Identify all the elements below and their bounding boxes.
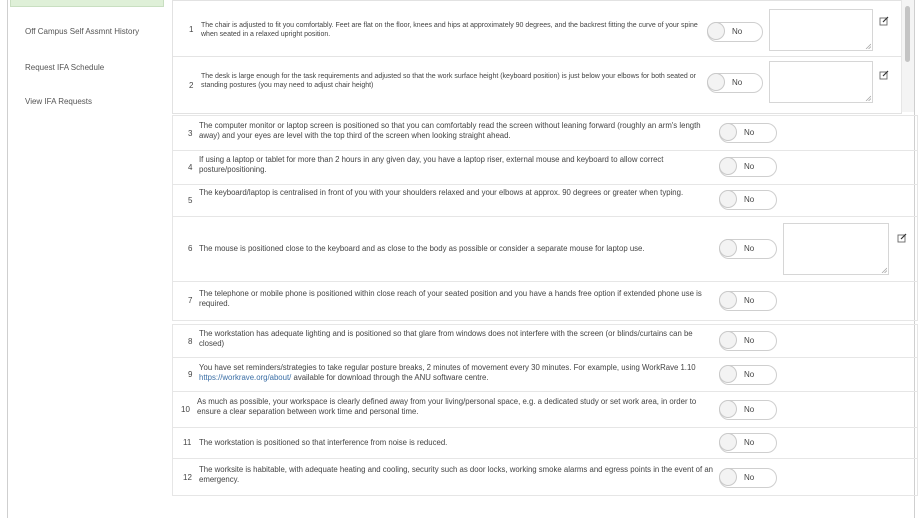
answer-toggle[interactable] [719, 331, 777, 351]
scrollbar-thumb[interactable] [905, 6, 910, 62]
answer-toggle[interactable] [719, 239, 777, 259]
sidebar-item-request-ifa-schedule[interactable]: Request IFA Schedule [25, 63, 105, 72]
resize-grip-icon[interactable] [865, 43, 871, 49]
question-text: The chair is adjusted to fit you comfortably. Feet are flat on the floor, knees and hips at approximately 90 degrees, and the backrest fitting the curve of your spine when seated in a relaxed upright position. [201, 22, 698, 38]
question-number: 2 [189, 81, 194, 90]
answer-toggle[interactable] [719, 365, 777, 385]
question-text: The workstation has adequate lighting and is positioned so that glare from windows does not interfere with the screen (or blinds/curtains can be closed) [199, 329, 693, 348]
toggle-knob [719, 365, 737, 383]
toggle-knob [707, 22, 725, 40]
edit-icon[interactable] [897, 233, 907, 243]
toggle-label: No [744, 405, 755, 414]
question-number: 12 [183, 473, 192, 482]
question-text: The mouse is positioned close to the keyboard and as close to the body as possible or consider a separate mouse for laptop use. [199, 244, 645, 253]
toggle-label: No [744, 244, 755, 253]
answer-toggle[interactable] [719, 190, 777, 210]
question-row-12 [172, 458, 918, 496]
edit-icon[interactable] [879, 16, 889, 26]
toggle-knob [707, 73, 725, 91]
answer-toggle[interactable] [707, 22, 763, 42]
question-row-5 [172, 184, 918, 217]
question-row-4 [172, 150, 918, 185]
answer-toggle[interactable] [719, 468, 777, 488]
toggle-label: No [744, 370, 755, 379]
question-text: The telephone or mobile phone is positioned within close reach of your seated position and you have a hands free option if extended phone use is required. [199, 289, 702, 308]
question-row-2 [173, 57, 901, 112]
question-number: 10 [181, 405, 190, 414]
answer-toggle[interactable] [719, 157, 777, 177]
question-number: 7 [188, 296, 193, 305]
answer-toggle[interactable] [707, 73, 763, 93]
toggle-knob [719, 291, 737, 309]
resize-grip-icon[interactable] [881, 267, 887, 273]
toggle-knob [719, 123, 737, 141]
question-row-1 [173, 1, 901, 57]
answer-toggle[interactable] [719, 291, 777, 311]
answer-toggle[interactable] [719, 123, 777, 143]
toggle-knob [719, 433, 737, 451]
question-text: The worksite is habitable, with adequate heating and cooling, security such as door locks, working smoke alarms and egress points in the event of an emergency. [199, 465, 714, 484]
sidebar [8, 0, 163, 518]
sidebar-item-view-ifa-requests[interactable]: View IFA Requests [25, 97, 92, 106]
question-number: 5 [188, 196, 193, 205]
toggle-knob [719, 468, 737, 486]
question-row-10 [172, 391, 918, 428]
toggle-knob [719, 239, 737, 257]
toggle-label: No [744, 128, 755, 137]
toggle-label: No [744, 336, 755, 345]
question-text: If using a laptop or tablet for more than 2 hours in any given day, you have a laptop riser, external mouse and keyboard to allow correct posture/positioning. [199, 155, 664, 174]
toggle-label: No [744, 296, 755, 305]
comment-textarea[interactable] [783, 223, 889, 275]
question-number: 6 [188, 244, 193, 253]
question-text: The keyboard/laptop is centralised in front of you with your shoulders relaxed and your elbows at approx. 90 degrees or greater when typing. [199, 188, 684, 197]
comment-textarea[interactable] [769, 9, 873, 51]
question-number: 11 [183, 438, 192, 447]
question-row-3 [172, 115, 918, 151]
toggle-knob [719, 190, 737, 208]
question-number: 8 [188, 337, 193, 346]
toggle-knob [719, 157, 737, 175]
answer-toggle[interactable] [719, 433, 777, 453]
question-text: The workstation is positioned so that interference from noise is reduced. [199, 438, 448, 447]
toggle-label: No [744, 162, 755, 171]
resize-grip-icon[interactable] [865, 95, 871, 101]
question-number: 3 [188, 129, 193, 138]
questions-scroll-panel [172, 0, 902, 114]
scrollbar[interactable] [901, 0, 914, 112]
edit-icon[interactable] [879, 70, 889, 80]
question-row-9 [172, 357, 918, 392]
answer-toggle[interactable] [719, 400, 777, 420]
toggle-label: No [732, 78, 743, 87]
assessment-form [172, 0, 918, 518]
toggle-label: No [744, 438, 755, 447]
question-number: 9 [188, 370, 193, 379]
toggle-knob [719, 400, 737, 418]
sidebar-item-off-campus-history[interactable]: Off Campus Self Assmnt History [25, 27, 140, 36]
question-text-part: available for download through the ANU software centre. [291, 373, 489, 382]
sidebar-active-item[interactable] [10, 0, 164, 7]
question-row-7 [172, 281, 918, 321]
question-text-part: You have set reminders/strategies to take regular posture breaks, 2 minutes of movement every 30 minutes. For example, using WorkRave 1.10 [199, 363, 696, 372]
toggle-label: No [744, 473, 755, 482]
question-text: The computer monitor or laptop screen is positioned so that you can comfortably read the screen without leaning forward (roughly an arm's length away) and your eyes are level with the top third of the screen when looking straight ahead. [199, 121, 701, 140]
question-row-6 [172, 216, 918, 282]
question-row-8 [172, 324, 918, 358]
question-text: As much as possible, your workspace is clearly defined away from your living/personal space, e.g. a dedicated study or set work area, in order to ensure a clear separation between work time and personal time. [197, 397, 697, 416]
toggle-label: No [732, 27, 743, 36]
workrave-link[interactable]: https://workrave.org/about/ [199, 373, 292, 382]
question-number: 4 [188, 163, 193, 172]
toggle-knob [719, 331, 737, 349]
question-number: 1 [189, 25, 194, 34]
comment-textarea[interactable] [769, 61, 873, 103]
question-row-11 [172, 427, 918, 459]
question-text: The desk is large enough for the task requirements and adjusted so that the work surface height (keyboard position) is just below your elbows for both seated or standing postures (you may need to adjust chair height) [201, 73, 696, 89]
question-text [199, 363, 717, 383]
toggle-label: No [744, 195, 755, 204]
